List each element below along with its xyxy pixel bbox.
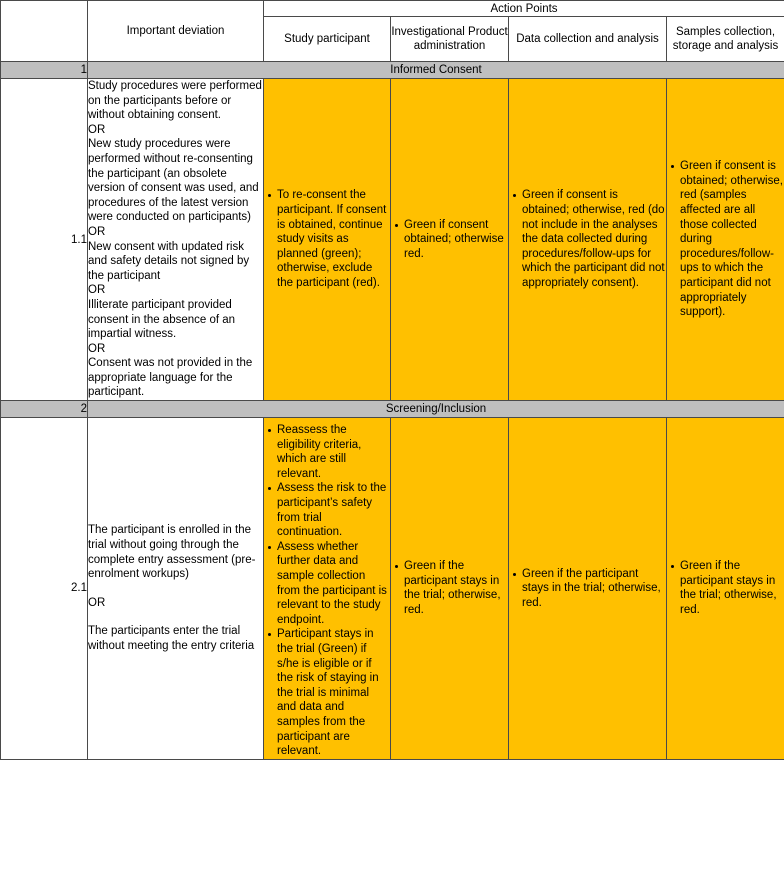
- table-row: [1, 418, 784, 760]
- action-bullet-item: Assess the risk to the participant’s safety from trial continuation.: [277, 481, 390, 539]
- table-header: [1, 1, 784, 62]
- action-bullet-item: Green if consent is obtained; otherwise, red (do not include in the analyses the data collected during procedures/follow-ups for which the participant did not appropriately consent).: [522, 189, 665, 290]
- action-bullet-item: Green if consent is obtained; otherwise, red (samples affected are all those collected during procedures/follow-ups to which the participant did not appropriately support).: [680, 160, 783, 319]
- section-label: Screening/Inclusion: [88, 401, 784, 418]
- header-data-collection: Data collection and analysis: [509, 17, 667, 62]
- table-row: [1, 79, 784, 401]
- header-samples-collection: Samples collection, storage and analysis: [667, 17, 784, 62]
- deviation-paragraph: OR: [88, 342, 106, 355]
- deviation-paragraph: OR: [88, 284, 106, 297]
- section-band-row: [1, 401, 784, 418]
- action-bullet-item: To re-consent the participant. If consent is obtained, continue study visits as planned (green); otherwise, exclude the participant (red).: [277, 188, 390, 290]
- row-study-participant-actions: [264, 418, 391, 760]
- action-bullet-list: [667, 159, 784, 320]
- action-bullet-item: Assess whether further data and sample collection from the participant is relevant to the study endpoint.: [277, 540, 390, 628]
- action-bullet-item: Reassess the eligibility criteria, which are still relevant.: [277, 423, 390, 481]
- action-bullet-list: [509, 567, 666, 611]
- row-samples-collection-actions: [667, 79, 784, 401]
- header-study-participant: Study participant: [264, 17, 391, 62]
- action-bullet-item: Green if consent obtained; otherwise red.: [404, 218, 508, 262]
- deviation-paragraph: Illiterate participant provided consent in the absence of an impartial witness.: [88, 298, 236, 341]
- header-action-points: Action Points: [264, 1, 784, 17]
- section-number: 2: [1, 401, 88, 418]
- row-data-collection-actions: [509, 418, 667, 760]
- deviation-paragraph: New consent with updated risk and safety details not signed by the participant: [88, 240, 250, 282]
- section-label: Informed Consent: [88, 62, 784, 79]
- action-bullet-list: [391, 559, 508, 617]
- table-body: [1, 62, 784, 760]
- deviation-paragraph: OR: [88, 596, 106, 609]
- deviation-paragraph: Study procedures were performed on the participants before or without obtaining consent.: [88, 80, 262, 122]
- action-bullet-item: Participant stays in the trial (Green) if s/he is eligible or if the risk of staying in the trial is minimal and data and samples from the participant are relevant.: [277, 627, 390, 758]
- deviation-paragraph: The participant is enrolled in the trial without going through the complete entry assessment (pre-enrolment workups): [88, 524, 256, 581]
- header-row-group: [1, 1, 784, 17]
- action-bullet-list: [509, 188, 666, 290]
- action-bullet-item: Green if the participant stays in the trial; otherwise, red.: [522, 567, 666, 611]
- row-ip-administration-actions: [391, 418, 509, 760]
- row-data-collection-actions: [509, 79, 667, 401]
- header-ip-administration: Investigational Product administration: [391, 17, 509, 62]
- row-number: 2.1: [1, 418, 88, 760]
- row-deviation-text: [88, 418, 264, 760]
- deviation-paragraph: Consent was not provided in the appropriate language for the participant.: [88, 357, 253, 399]
- section-number: 1: [1, 62, 88, 79]
- row-samples-collection-actions: [667, 418, 784, 760]
- action-bullet-list: [391, 218, 508, 262]
- action-bullet-item: Green if the participant stays in the trial; otherwise, red.: [404, 559, 508, 617]
- deviation-paragraph: OR: [88, 225, 106, 238]
- row-number: 1.1: [1, 79, 88, 401]
- deviation-paragraph: New study procedures were performed without re-consenting the participant (an obsolete version of consent was used, and procedures of the latest version were conducted on participants): [88, 138, 259, 224]
- action-bullet-list: [667, 559, 784, 617]
- header-number-column: [1, 1, 88, 62]
- action-bullet-list: [264, 423, 390, 759]
- header-important-deviation: Important deviation: [88, 1, 264, 62]
- action-bullet-list: [264, 188, 390, 290]
- row-ip-administration-actions: [391, 79, 509, 401]
- action-bullet-item: Green if the participant stays in the trial; otherwise, red.: [680, 559, 784, 617]
- row-study-participant-actions: [264, 79, 391, 401]
- row-deviation-text: [88, 79, 264, 401]
- deviation-paragraph: The participants enter the trial without meeting the entry criteria: [88, 625, 255, 652]
- deviation-paragraph: OR: [88, 123, 106, 136]
- section-band-row: [1, 62, 784, 79]
